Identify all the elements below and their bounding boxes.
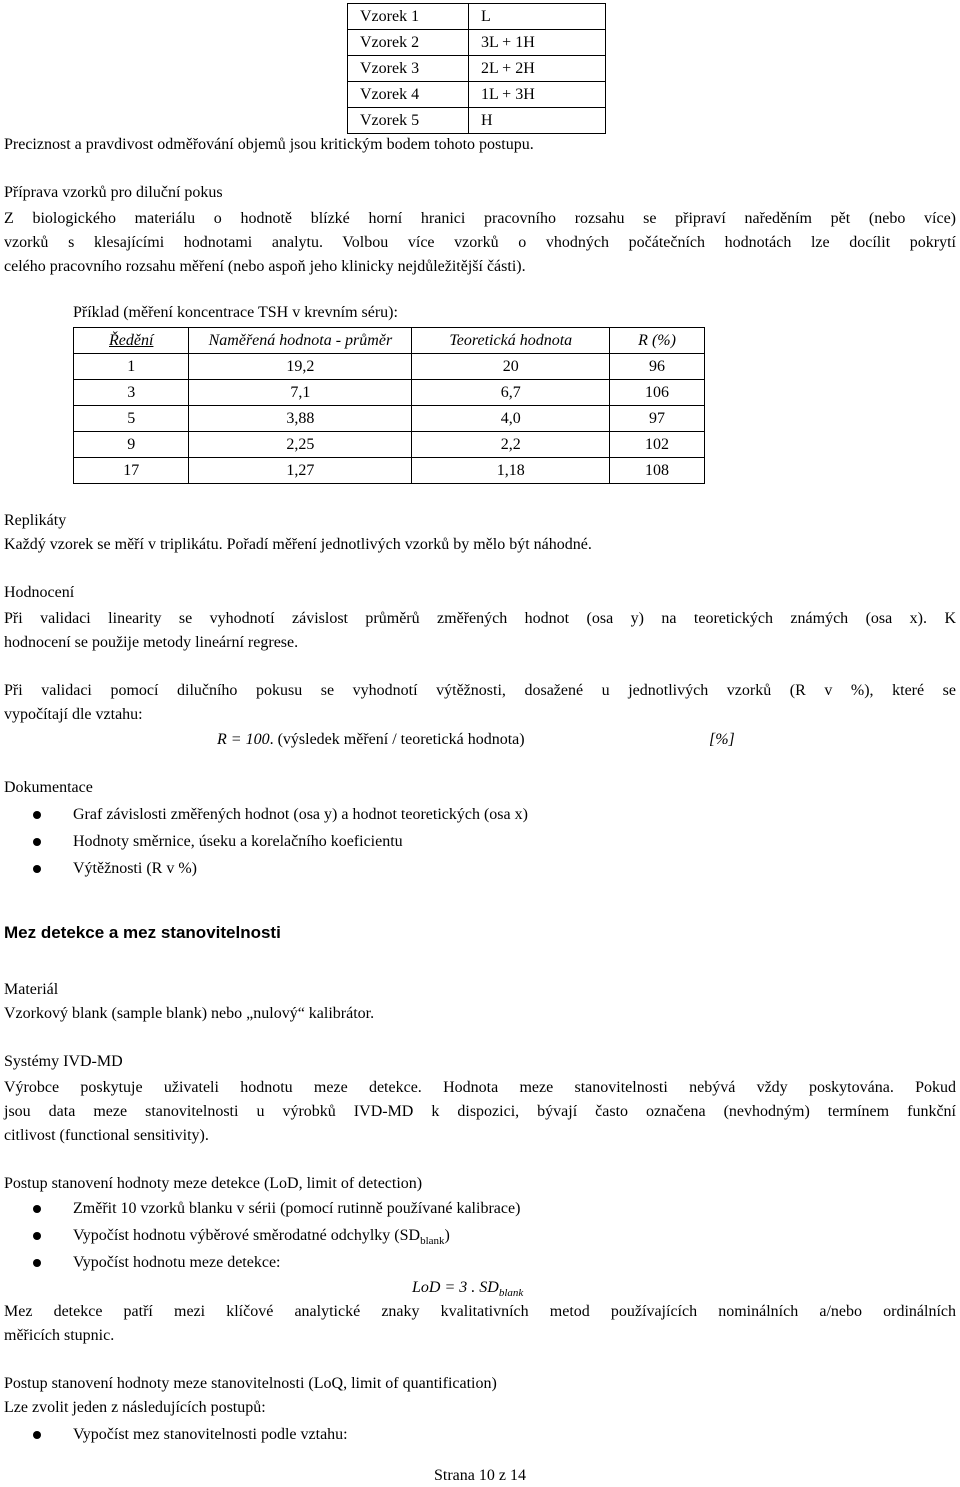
list-item: Vypočíst mez stanovitelnosti podle vztahu: [73,1426,348,1443]
table-cell: 1,27 [189,458,412,484]
table-row [74,406,705,432]
table-cell: 19,2 [189,354,412,380]
bullet-icon [33,811,41,819]
table-cell: 6,7 [412,380,610,406]
bullet-icon [33,1205,41,1213]
prep-paragraph-line: celého pracovního rozsahu měření (nebo aspoň jeho klinicky nejdůležitější části). [4,258,526,275]
table-cell: 2,2 [412,432,610,458]
material-heading: Materiál [4,981,59,998]
table-row [348,108,606,134]
list-item: Vypočíst hodnotu meze detekce: [73,1254,281,1271]
table-cell: 2L + 2H [469,56,606,82]
precision-note: Preciznost a pravdivost odměřování objemů jsou kritickým bodem tohoto postupu. [4,136,534,153]
table-row [348,30,606,56]
lod-formula: LoD = 3 . $SD_{blank}$ [412,1279,524,1300]
section-title: Mez detekce a mez stanovitelnosti [4,923,281,942]
column-header: Ředění [74,328,189,354]
table-cell: 3 [74,380,189,406]
table-row [348,56,606,82]
bullet-icon [33,1259,41,1267]
list-item: Výtěžnosti (R v %) [73,860,197,877]
replicates-text: Každý vzorek se měří v triplikátu. Pořadí měření jednotlivých vzorků by mělo být náhodné. [4,536,592,553]
doc-heading: Dokumentace [4,779,93,796]
loq-heading: Postup stanovení hodnoty meze stanovitelnosti (LoQ, limit of quantification) [4,1375,497,1392]
table-cell: 96 [610,354,705,380]
eval-paragraph-line: Při validaci linearity se vyhodnotí závislost průměrů změřených hodnot (osa y) na teoretických známých (osa x). K [4,610,956,627]
loq-text: Lze zvolit jeden z následujících postupů: [4,1399,266,1416]
table-cell: 3,88 [189,406,412,432]
table-cell: Vzorek 1 [348,4,469,30]
example-caption: Příklad (měření koncentrace TSH v krevním séru): [73,304,398,321]
ivd-paragraph-line: Výrobce poskytuje uživateli hodnotu meze detekce. Hodnota meze stanovitelnosti nebývá vždy poskytována. Pokud [4,1079,956,1096]
prep-paragraph-line: vzorků s klesajícími hodnotami analytu. Volbou více vzorků o vhodných počátečních hodnotách lze docílit pokrytí [4,234,956,251]
bullet-icon [33,838,41,846]
material-text: Vzorkový blank (sample blank) nebo „nulový“ kalibrátor. [4,1005,375,1022]
table-cell: Vzorek 5 [348,108,469,134]
table-cell: 1L + 3H [469,82,606,108]
table-cell: 97 [610,406,705,432]
lod-paragraph-line: měřicích stupnic. [4,1327,115,1344]
eval-paragraph-line: Při validaci pomocí dilučního pokusu se vyhodnotí výtěžnosti, dosažené u jednotlivých vzorků (R v %), které se [4,682,956,699]
recovery-formula-unit: [%] [709,731,735,748]
bullet-icon [33,1232,41,1240]
table-cell: 1 [74,354,189,380]
lod-paragraph-line: Mez detekce patří mezi klíčové analytické znaky kvalitativních metod používajících nominálních a/nebo ordinálních [4,1303,956,1320]
list-item: Hodnoty směrnice, úseku a korelačního koeficientu [73,833,403,850]
recovery-formula: R = 100. (výsledek měření / teoretická hodnota) [217,731,525,748]
table-cell: 7,1 [189,380,412,406]
prep-paragraph-line: Z biologického materiálu o hodnotě blízké horní hranici pracovního rozsahu se připraví naředěním pět (nebo více) [4,210,956,227]
list-item: Graf závislosti změřených hodnot (osa y) a hodnot teoretických (osa x) [73,806,528,823]
table-cell: 5 [74,406,189,432]
table-row [348,4,606,30]
table-cell: 102 [610,432,705,458]
prep-heading: Příprava vzorků pro diluční pokus [4,184,223,201]
table-cell: 2,25 [189,432,412,458]
lod-heading: Postup stanovení hodnoty meze detekce (LoD, limit of detection) [4,1175,423,1192]
table-row [74,354,705,380]
table-cell: H [469,108,606,134]
tsh-table [73,327,705,484]
ivd-paragraph-line: citlivost (functional sensitivity). [4,1127,209,1144]
column-header: Teoretická hodnota [412,328,610,354]
replicates-heading: Replikáty [4,512,67,529]
table-cell: 108 [610,458,705,484]
column-header: Naměřená hodnota - průměr [189,328,412,354]
ivd-paragraph-line: jsou data meze stanovitelnosti u výrobků IVD-MD k dispozici, bývají často označena (nevhodným) termínem funkční [4,1103,956,1120]
table-cell: 20 [412,354,610,380]
page-footer: Strana 10 z 14 [434,1467,526,1484]
table-cell: 3L + 1H [469,30,606,56]
table-cell: L [469,4,606,30]
table-row [74,380,705,406]
table-header-row [74,328,705,354]
bullet-icon [33,865,41,873]
table-cell: 9 [74,432,189,458]
column-header: R (%) [610,328,705,354]
table-cell: Vzorek 4 [348,82,469,108]
samples-table [347,3,606,134]
table-row [74,432,705,458]
table-cell: 4,0 [412,406,610,432]
table-cell: 106 [610,380,705,406]
table-row [348,82,606,108]
table-cell: Vzorek 3 [348,56,469,82]
table-row [74,458,705,484]
table-cell: Vzorek 2 [348,30,469,56]
list-item: Vypočíst hodnotu výběrové směrodatné odchylky $(SD_{blank})$ [73,1227,450,1248]
list-item: Změřit 10 vzorků blanku v sérii (pomocí rutinně používané kalibrace) [73,1200,521,1217]
table-cell: 17 [74,458,189,484]
table-cell: 1,18 [412,458,610,484]
eval-paragraph-line: vypočítají dle vztahu: [4,706,143,723]
eval-heading: Hodnocení [4,584,75,601]
eval-paragraph-line: hodnocení se použije metody lineární regrese. [4,634,299,651]
bullet-icon [33,1431,41,1439]
ivd-heading: Systémy IVD-MD [4,1053,123,1070]
